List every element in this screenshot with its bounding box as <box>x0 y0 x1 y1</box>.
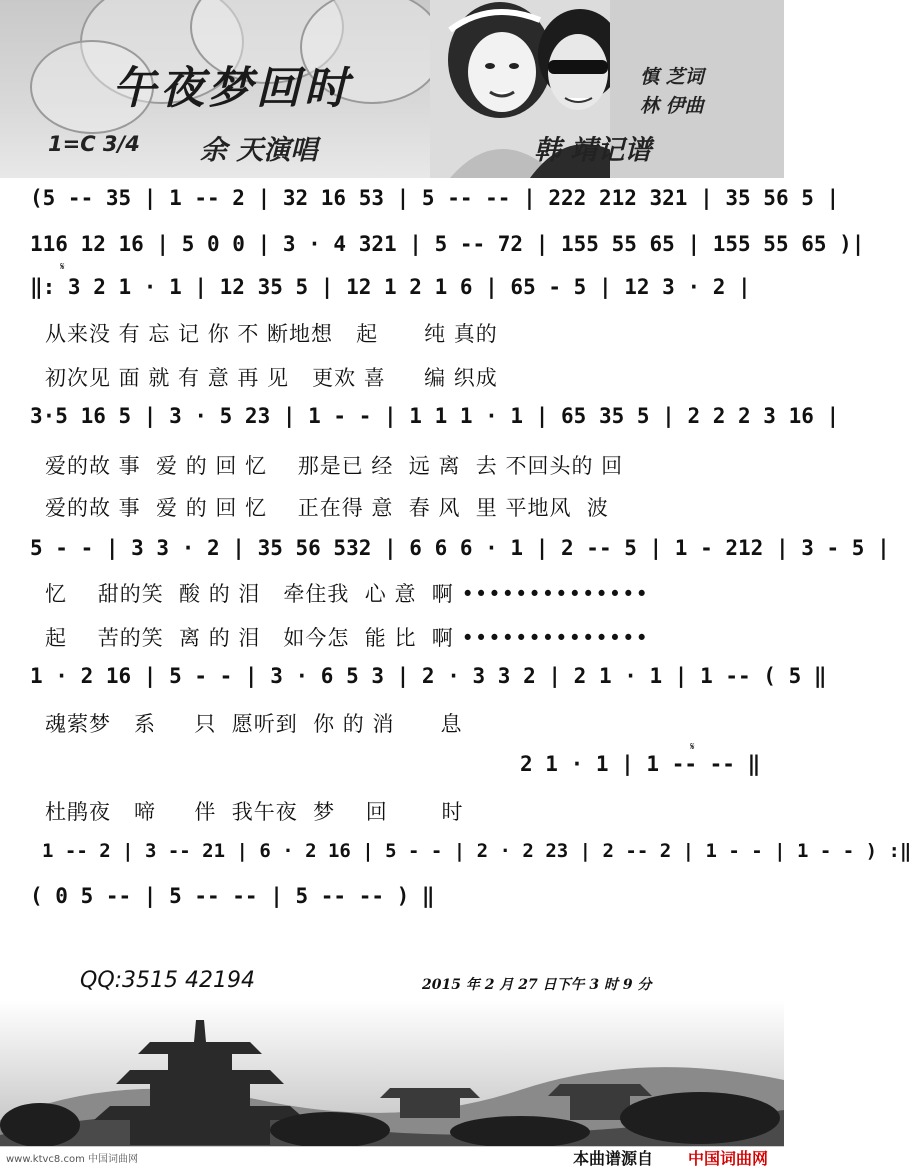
lyric-line: 忆 甜的笑 酸 的 泪 牵住我 心 意 啊 •••••••••••••• <box>45 582 649 606</box>
score-line: 5 - - | 3 3 · 2 | 35 56 532 | 6 6 6 · 1 | 2 -- 5 | 1 - 212 | 3 - 5 | <box>30 536 890 560</box>
lyric-line: 爱的故 事 爱 的 回 忆 正在得 意 春 风 里 平地风 波 <box>45 496 609 520</box>
lyricist-credit: 慎 芝词 <box>640 66 704 88</box>
score-line: 2 1 · 1 | 1 -- -- ‖ <box>520 752 761 776</box>
score-line: ‖: 3 2 1 · 1 | 12 35 5 | 12 1 2 1 6 | 65 - 5 | 12 3 · 2 | <box>30 275 751 299</box>
segno-icon: 𝄋 <box>690 740 695 753</box>
lyric-line: 爱的故 事 爱 的 回 忆 那是已 经 远 离 去 不回头的 回 <box>45 454 624 478</box>
score-line: 1 · 2 16 | 5 - - | 3 · 6 5 3 | 2 · 3 3 2 | 2 1 · 1 | 1 -- ( 5 ‖ <box>30 664 827 688</box>
lyric-line: 杜鹃夜 啼 伴 我午夜 梦 回 时 <box>45 800 464 824</box>
score-line: ( 0 5 -- | 5 -- -- | 5 -- -- ) ‖ <box>30 884 435 908</box>
date-stamp: 2015 年 2 月 27 日下午 3 时 9 分 <box>422 977 652 993</box>
lyric-line: 起 苦的笑 离 的 泪 如今怎 能 比 啊 •••••••••••••• <box>45 626 649 650</box>
segno-icon: 𝄋 <box>60 260 65 273</box>
header-banner <box>0 0 784 178</box>
transcriber-credit: 韩 靖记谱 <box>534 135 652 166</box>
score-line: (5 -- 35 | 1 -- 2 | 32 16 53 | 5 -- -- | 222 212 321 | 35 56 5 | <box>30 186 840 210</box>
lyric-line: 从来没 有 忘 记 你 不 断地想 起 纯 真的 <box>45 322 498 346</box>
watermark: www.ktvc8.com 中国词曲网 <box>6 1154 139 1165</box>
key-signature: 1=C 3/4 <box>48 132 140 156</box>
qq-contact: QQ:3515 42194 <box>80 968 256 993</box>
score-line: 3·5 16 5 | 3 · 5 23 | 1 - - | 1 1 1 · 1 | 65 35 5 | 2 2 2 3 16 | <box>30 404 840 428</box>
site-name-link[interactable]: 中国词曲网 <box>688 1149 769 1168</box>
composer-credit: 林 伊曲 <box>640 95 704 117</box>
score-line: 116 12 16 | 5 0 0 | 3 · 4 321 | 5 -- 72 | 155 55 65 | 155 55 65 )| <box>30 232 865 256</box>
lyric-line: 魂萦梦 系 只 愿听到 你 的 消 息 <box>45 712 463 736</box>
temple-landscape-image <box>0 1000 784 1150</box>
lyric-line: 初次见 面 就 有 意 再 见 更欢 喜 编 织成 <box>45 366 498 390</box>
score-line: 1 -- 2 | 3 -- 21 | 6 · 2 16 | 5 - - | 2 · 2 23 | 2 -- 2 | 1 - - | 1 - - ) :‖ <box>42 840 911 862</box>
singer-credit: 余 天演唱 <box>200 135 318 166</box>
source-label: 本曲谱源自 <box>573 1149 654 1168</box>
song-title: 午夜梦回时 <box>112 63 352 114</box>
